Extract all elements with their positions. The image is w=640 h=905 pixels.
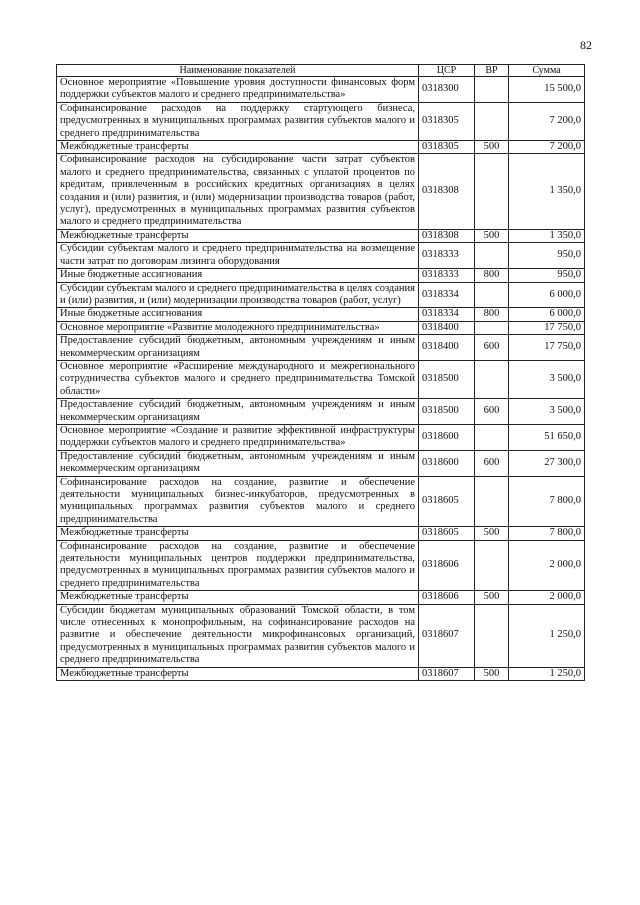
row-sum-cell: 7 200,0 [509, 141, 585, 154]
row-name-cell: Предоставление субсидий бюджетным, автономным учреждениям и иным некоммерческим организациям [57, 399, 419, 425]
row-vr-cell [475, 243, 509, 269]
row-csr-cell: 0318305 [419, 141, 475, 154]
row-vr-cell [475, 102, 509, 140]
header-sum: Сумма [509, 65, 585, 77]
table-row [57, 321, 585, 334]
row-sum-cell: 950,0 [509, 243, 585, 269]
row-name-cell: Межбюджетные трансферты [57, 229, 419, 242]
row-vr-cell: 600 [475, 450, 509, 476]
row-sum-cell: 27 300,0 [509, 450, 585, 476]
table-row [57, 399, 585, 425]
table-row [57, 360, 585, 398]
row-vr-cell [475, 476, 509, 527]
table-row [57, 335, 585, 361]
row-name-cell: Межбюджетные трансферты [57, 667, 419, 680]
row-csr-cell: 0318500 [419, 399, 475, 425]
row-csr-cell: 0318600 [419, 450, 475, 476]
header-name: Наименование показателей [57, 65, 419, 77]
table-row [57, 243, 585, 269]
row-sum-cell: 17 750,0 [509, 321, 585, 334]
row-csr-cell: 0318308 [419, 229, 475, 242]
row-vr-cell [475, 321, 509, 334]
table-row [57, 102, 585, 140]
row-name-cell: Субсидии бюджетам муниципальных образований Томской области, в том числе отнесенных к монопрофильным, на софинансирование расходов на развитие и обеспечение деятельности микрофинансовых организаций, предусмотренных в муниципальных программах развития субъектов малого и среднего предпринимательства [57, 604, 419, 667]
table-row [57, 450, 585, 476]
row-sum-cell: 7 800,0 [509, 527, 585, 540]
table-row [57, 527, 585, 540]
row-vr-cell: 500 [475, 591, 509, 604]
row-csr-cell: 0318607 [419, 667, 475, 680]
row-sum-cell: 17 750,0 [509, 335, 585, 361]
row-sum-cell: 7 800,0 [509, 476, 585, 527]
row-sum-cell: 3 500,0 [509, 360, 585, 398]
row-name-cell: Основное мероприятие «Создание и развитие эффективной инфраструктуры поддержки субъектов малого и среднего предпринимательства» [57, 424, 419, 450]
row-csr-cell: 0318606 [419, 540, 475, 591]
row-vr-cell: 800 [475, 308, 509, 321]
row-vr-cell: 500 [475, 527, 509, 540]
budget-table [56, 64, 585, 681]
header-vr: ВР [475, 65, 509, 77]
row-name-cell: Основное мероприятие «Развитие молодежного предпринимательства» [57, 321, 419, 334]
row-name-cell: Основное мероприятие «Повышение уровня доступности финансовых форм поддержки субъектов малого и среднего предпринимательства» [57, 77, 419, 103]
table-header-row [57, 65, 585, 77]
row-sum-cell: 3 500,0 [509, 399, 585, 425]
row-sum-cell: 1 250,0 [509, 667, 585, 680]
row-sum-cell: 6 000,0 [509, 282, 585, 308]
page-number: 82 [580, 38, 592, 52]
row-csr-cell: 0318333 [419, 243, 475, 269]
table-row [57, 308, 585, 321]
row-csr-cell: 0318334 [419, 308, 475, 321]
row-name-cell: Межбюджетные трансферты [57, 591, 419, 604]
row-vr-cell [475, 282, 509, 308]
table-row [57, 77, 585, 103]
row-vr-cell: 500 [475, 229, 509, 242]
row-name-cell: Межбюджетные трансферты [57, 141, 419, 154]
row-csr-cell: 0318600 [419, 424, 475, 450]
table-row [57, 141, 585, 154]
row-csr-cell: 0318606 [419, 591, 475, 604]
table-row [57, 540, 585, 591]
header-csr: ЦСР [419, 65, 475, 77]
row-sum-cell: 1 350,0 [509, 229, 585, 242]
table-row [57, 154, 585, 229]
row-sum-cell: 6 000,0 [509, 308, 585, 321]
row-sum-cell: 1 350,0 [509, 154, 585, 229]
row-sum-cell: 950,0 [509, 269, 585, 282]
row-vr-cell [475, 360, 509, 398]
row-name-cell: Субсидии субъектам малого и среднего предпринимательства на возмещение части затрат по договорам лизинга оборудования [57, 243, 419, 269]
row-csr-cell: 0318400 [419, 321, 475, 334]
table-row [57, 424, 585, 450]
row-name-cell: Софинансирование расходов на субсидирование части затрат субъектов малого и среднего предпринимательства, связанных с уплатой процентов по кредитам, привлеченным в российских кредитных организациях в целях создания и (или) развития, и (или) модернизации производства товаров (работ, услуг), предусмотренных в муниципальных программах развития субъектов малого и среднего предпринимательства [57, 154, 419, 229]
row-csr-cell: 0318500 [419, 360, 475, 398]
table-row [57, 476, 585, 527]
table-row [57, 269, 585, 282]
table-row [57, 282, 585, 308]
row-vr-cell [475, 154, 509, 229]
row-vr-cell [475, 540, 509, 591]
row-csr-cell: 0318308 [419, 154, 475, 229]
row-name-cell: Софинансирование расходов на создание, развитие и обеспечение деятельности муниципальных центров поддержки предпринимательства, предусмотренных в муниципальных программах развития субъектов малого и среднего предпринимательства [57, 540, 419, 591]
table-row [57, 667, 585, 680]
row-sum-cell: 2 000,0 [509, 591, 585, 604]
row-name-cell: Софинансирование расходов на создание, развитие и обеспечение деятельности муниципальных бизнес-инкубаторов, предусмотренных в муниципальных программах развития субъектов малого и среднего предпринимательства [57, 476, 419, 527]
row-name-cell: Софинансирование расходов на поддержку стартующего бизнеса, предусмотренных в муниципальных программах развития субъектов малого и среднего предпринимательства [57, 102, 419, 140]
row-name-cell: Основное мероприятие «Расширение международного и межрегионального сотрудничества субъектов малого и среднего предпринимательства Томской области» [57, 360, 419, 398]
row-csr-cell: 0318605 [419, 476, 475, 527]
row-name-cell: Субсидии субъектам малого и среднего предпринимательства в целях создания и (или) развития, и (или) модернизации производства товаров (работ, услуг) [57, 282, 419, 308]
row-csr-cell: 0318305 [419, 102, 475, 140]
row-name-cell: Иные бюджетные ассигнования [57, 269, 419, 282]
row-csr-cell: 0318400 [419, 335, 475, 361]
row-vr-cell: 600 [475, 399, 509, 425]
row-name-cell: Предоставление субсидий бюджетным, автономным учреждениям и иным некоммерческим организациям [57, 335, 419, 361]
row-sum-cell: 15 500,0 [509, 77, 585, 103]
row-csr-cell: 0318334 [419, 282, 475, 308]
row-name-cell: Межбюджетные трансферты [57, 527, 419, 540]
row-vr-cell: 600 [475, 335, 509, 361]
row-csr-cell: 0318300 [419, 77, 475, 103]
row-vr-cell: 800 [475, 269, 509, 282]
row-vr-cell [475, 604, 509, 667]
row-sum-cell: 51 650,0 [509, 424, 585, 450]
row-name-cell: Предоставление субсидий бюджетным, автономным учреждениям и иным некоммерческим организациям [57, 450, 419, 476]
row-csr-cell: 0318605 [419, 527, 475, 540]
row-vr-cell [475, 77, 509, 103]
row-csr-cell: 0318607 [419, 604, 475, 667]
row-sum-cell: 1 250,0 [509, 604, 585, 667]
row-sum-cell: 2 000,0 [509, 540, 585, 591]
table-row [57, 604, 585, 667]
row-vr-cell: 500 [475, 141, 509, 154]
row-vr-cell [475, 424, 509, 450]
row-name-cell: Иные бюджетные ассигнования [57, 308, 419, 321]
table-row [57, 591, 585, 604]
row-csr-cell: 0318333 [419, 269, 475, 282]
row-vr-cell: 500 [475, 667, 509, 680]
table-row [57, 229, 585, 242]
row-sum-cell: 7 200,0 [509, 102, 585, 140]
